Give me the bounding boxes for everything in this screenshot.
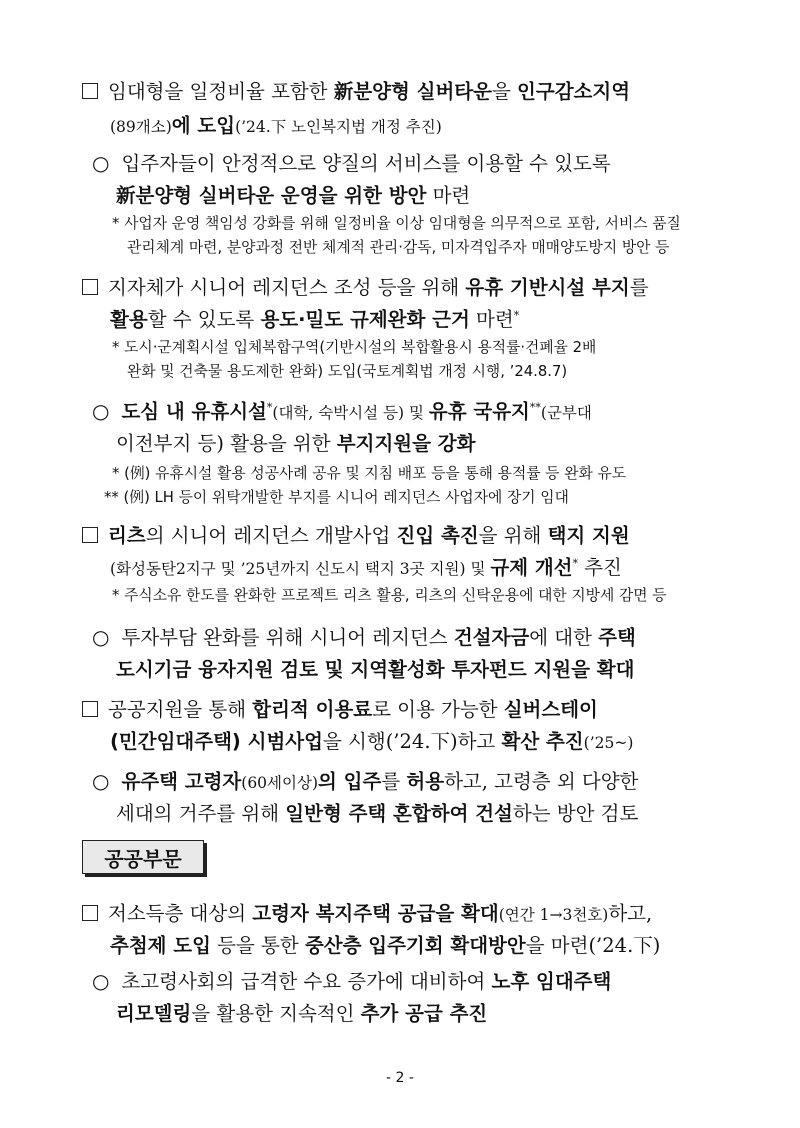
item-line [110, 110, 442, 138]
sub-line [116, 798, 638, 826]
sub-line [92, 148, 611, 176]
item-line [110, 304, 519, 332]
bold-text: 노후 임대주택 [491, 970, 612, 993]
bold-text: 중산층 입주기회 확대방안 [304, 934, 526, 957]
checkbox-square-icon [82, 905, 98, 921]
text: (연간 1→3천호) [498, 906, 609, 924]
bold-text: 新분양형 실버타운 운영을 위한 방안 [116, 184, 427, 207]
footnote: * 사업자 운영 책임성 강화를 위해 일정비율 이상 임대형을 의무적으로 포함, 서비스 품질 [112, 215, 681, 232]
text: 투자부담 완화를 위해 시니어 레지던스 [121, 626, 454, 649]
circle-bullet-icon: ○ [92, 151, 110, 175]
item-line [82, 76, 630, 104]
page-number: - 2 - [386, 1070, 414, 1086]
checkbox-square-icon [82, 701, 98, 717]
checkbox-square-icon [82, 83, 98, 99]
item-line [82, 272, 649, 300]
text: 마련 [469, 308, 514, 331]
bold-text: 주택 [598, 626, 636, 649]
text: 을 [491, 80, 518, 103]
text: (군부대 [540, 404, 592, 422]
checkbox-square-icon [82, 279, 98, 295]
item-line [82, 694, 598, 722]
footnote-marker: ** [529, 401, 541, 414]
bold-text: 에 도입 [171, 114, 236, 137]
text: (대학, 숙박시설 등) 및 [272, 404, 429, 422]
sub-line [92, 966, 611, 994]
sub-line [116, 998, 487, 1026]
text: 을 시행(’24.下)하고 [322, 730, 502, 753]
text: 등을 통한 [210, 934, 305, 957]
text: 초고령사회의 급격한 수요 증가에 대비하여 [121, 970, 492, 993]
text: 추진 [578, 556, 622, 579]
footnote: * (例) 유휴시설 활용 성공사례 공유 및 지침 배포 등을 통해 용적률 등 완화 유도 [112, 465, 627, 482]
footnote: ** (例) LH 등이 위탁개발한 부지를 시니어 레지던스 사업자에 장기 임대 [104, 489, 569, 506]
circle-bullet-icon: ○ [92, 769, 110, 793]
item-line [110, 726, 633, 754]
sub-line [92, 396, 592, 424]
bold-text: 리모델링 [116, 1002, 192, 1025]
bold-text: 리츠 [108, 524, 146, 547]
circle-bullet-icon: ○ [92, 969, 110, 993]
text: 을 마련(’24.下) [525, 934, 661, 957]
checkbox-square-icon [82, 527, 98, 543]
item-line [110, 552, 622, 580]
footnote-marker: * [572, 557, 579, 570]
bold-text: 인구감소지역 [517, 80, 631, 103]
bold-text: 新분양형 실버타운 [333, 80, 492, 103]
text: 을 활용한 지속적인 [191, 1002, 361, 1025]
section-title: 공공부문 [82, 840, 204, 874]
text: 를 [381, 770, 407, 793]
footnote: 완화 및 건축물 용도제한 완화) 도입(국토계획법 개정 시행, ’24.8.7) [127, 363, 568, 380]
bold-text: 도심 내 유휴시설 [121, 400, 267, 423]
circle-bullet-icon: ○ [92, 625, 110, 649]
text: (60세이상) [241, 774, 319, 792]
text: 하고, 고령층 외 다양한 [444, 770, 639, 793]
text: (’25~) [583, 734, 634, 752]
bold-text: 고령자 복지주택 공급을 확대 [252, 902, 499, 925]
bold-text: 유휴 국유지 [428, 400, 530, 423]
bold-text: 추첨제 도입 [110, 934, 211, 957]
bold-text: 유휴 기반시설 부지 [465, 276, 630, 299]
text: (89개소) [110, 118, 172, 136]
text: 하고, [608, 902, 653, 925]
item-line [82, 898, 652, 926]
sub-line [92, 766, 638, 794]
bold-text: 일반형 주택 혼합하여 건설 [285, 802, 513, 825]
bold-text: 확산 추진 [501, 730, 584, 753]
text: 임대형을 일정비율 포함한 [108, 80, 334, 103]
text: 저소득층 대상의 [108, 902, 253, 925]
bold-text: 활용 [110, 308, 148, 331]
sub-line [116, 180, 470, 208]
item-line [110, 930, 660, 958]
text: 에 대한 [529, 626, 599, 649]
footnote-marker: * [513, 309, 520, 322]
bold-text: 진입 촉진 [396, 524, 479, 547]
text: 지자체가 시니어 레지던스 조성 등을 위해 [108, 276, 466, 299]
item-line [82, 520, 630, 548]
bold-text: 유주택 고령자 [121, 770, 242, 793]
footnote: * 주식소유 한도를 완화한 프로젝트 리츠 활용, 리츠의 신탁운용에 대한 지방세 감면 등 [112, 587, 667, 604]
circle-bullet-icon: ○ [92, 399, 110, 423]
text: 하는 방안 검토 [512, 802, 639, 825]
bold-text: 건설자금 [453, 626, 530, 649]
sub-line [92, 622, 636, 650]
footnote: 관리체계 마련, 분양과정 전반 체계적 관리·감독, 미자격입주자 매매양도방지 방안 등 [127, 239, 670, 256]
text: 입주자들이 안정적으로 양질의 서비스를 이용할 수 있도록 [121, 152, 611, 175]
bold-text: 택지 지원 [547, 524, 630, 547]
text: 로 이용 가능한 [372, 698, 504, 721]
text: 마련 [426, 184, 471, 207]
bold-text: 부지지원을 강화 [336, 432, 476, 455]
bold-text: 허용 [406, 770, 445, 793]
bold-text: 실버스테이 [503, 698, 598, 721]
bold-text: 규제 개선 [490, 556, 573, 579]
bold-text: 도시기금 융자지원 검토 및 지역활성화 투자펀드 지원을 확대 [116, 658, 635, 681]
bold-text: 용도·밀도 규제완화 근거 [260, 308, 470, 331]
bold-text: 합리적 이용료 [252, 698, 373, 721]
text: 할 수 있도록 [147, 308, 261, 331]
text: 을 위해 [478, 524, 548, 547]
text: (화성동탄2지구 및 ’25년까지 신도시 택지 3곳 지원) 및 [110, 560, 491, 578]
text: 의 시니어 레지던스 개발사업 [145, 524, 397, 547]
sub-line [116, 654, 634, 682]
text: 공공지원을 통해 [108, 698, 253, 721]
text: 이전부지 등) 활용을 위한 [116, 432, 337, 455]
bold-text: 추가 공급 추진 [360, 1002, 488, 1025]
text: (’24.下 노인복지법 개정 추진) [235, 118, 442, 136]
sub-line [116, 428, 475, 456]
bold-text: (민간임대주택) 시범사업 [110, 730, 323, 753]
bold-text: 의 입주 [318, 770, 382, 793]
text: 세대의 거주를 위해 [116, 802, 286, 825]
text: 를 [629, 276, 649, 299]
footnote-marker: * [266, 401, 273, 414]
footnote: * 도시·군계획시설 입체복합구역(기반시설의 복합활용시 용적률·건폐율 2배 [112, 339, 597, 356]
